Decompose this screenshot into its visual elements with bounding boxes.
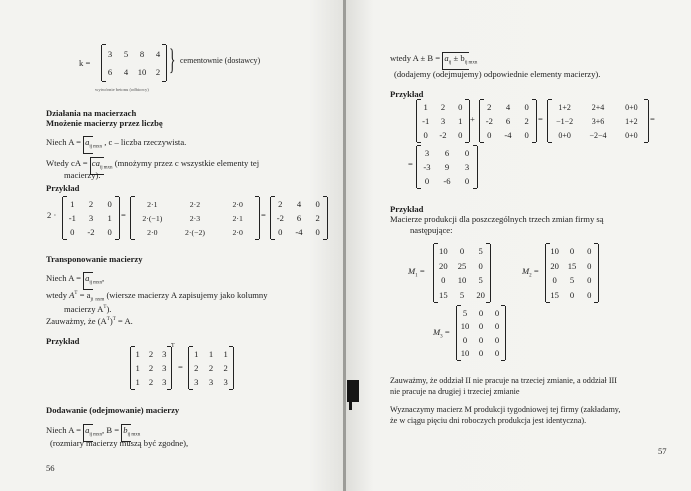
k-annotation: cementownie (dostawcy) [180,56,261,65]
matrix-cell: 2·3 [189,213,201,223]
matrix-cell: 0 [587,260,592,271]
matrix-cell: 0 [524,102,529,112]
matrix-cell: 9 [444,162,450,172]
matrix-cell: 0 [70,227,75,237]
example-label-3: Przykład [390,89,424,99]
mult-matrix-b [130,197,260,239]
matrix-cell: 3 [440,116,446,126]
production-matrix-m3 [456,306,506,360]
weekly-production-note: Wyznaczymy macierz M produkcji tygodniowej tej firmy (zakładamy, [390,405,621,414]
production-intro: Macierze produkcji dla poszczególnych trzech zmian firmy są [390,214,604,224]
equals-sign: = [408,159,413,169]
matrix-cell: 2·0 [147,227,158,237]
matrix-cell: 3+6 [591,116,605,126]
matrix-cell: 1 [135,363,140,373]
transpose-heading: Transponowanie macierzy [46,254,143,264]
matrix-cell: 0 [458,102,463,112]
matrix-cell: −1−2 [556,116,574,126]
m1-label: $M_1$ = [408,266,425,279]
matrix-cell: 6 [444,148,450,158]
matrix-cell: 5 [462,307,468,318]
matrix-cell: 6 [107,67,113,77]
matrix-cell: 0 [478,348,484,359]
matrix-cell: 1 [423,102,428,112]
matrix-cell: 5 [478,246,483,257]
matrix-cell: 8 [139,49,145,59]
transpose-matrix-a [130,347,172,389]
matrix-cell: 2 [223,363,228,373]
addition-then: wtedy $A \pm B = a_{ij} \pm b_{ijmxn}$ [390,52,477,70]
equals-sign: = [178,362,183,372]
matrix-cell: 0 [552,275,557,286]
m2-label: $M_2$ = [522,266,539,279]
mult-factor: 2 · [47,210,57,220]
matrix-cell: 3 [464,162,470,172]
matrix-cell: 0 [478,260,483,271]
matrix-cell: 0 [587,246,592,257]
matrix-cell: 3 [107,49,113,59]
scalar-then-line: Wtedy cA = $ca_{ijmxn}$ (mnożymy przez c wszystkie elementy tej [46,157,259,175]
matrix-cell: 0 [107,199,112,209]
matrix-cell: −2−4 [589,130,607,140]
matrix-cell: 10 [457,275,467,286]
matrix-cell: 0 [494,321,500,332]
matrix-cell: -1 [422,116,430,126]
matrix-cell: 15 [567,260,577,271]
matrix-cell: 1 [70,199,75,209]
matrix-cell: 0 [478,334,484,345]
matrix-cell: 0 [278,227,283,237]
matrix-cell: 3 [208,377,214,387]
matrix-cell: -4 [504,130,512,140]
addition-heading: Dodawanie (odejmowanie) macierzy [46,405,180,415]
transpose-def: Niech $A = a_{ijmxn}$, [46,272,104,290]
m3-label: $M_3$ = [433,327,450,340]
matrix-cell: 5 [478,275,483,286]
matrix-cell: 5 [569,275,575,286]
matrix-cell: -2 [439,130,447,140]
matrix-cell: 2·(−2) [185,227,205,237]
observation-note: Zauważmy, że oddział II nie pracuje na trzeciej zmianie, a oddział III [390,376,618,385]
matrix-cell: 2 [194,363,199,373]
matrix-cell: 2·2 [189,199,201,209]
equals-sign: = [121,210,126,220]
transpose-matrix-b [188,347,234,389]
matrix-cell: 0+0 [558,130,571,140]
add-matrix-b [479,100,537,142]
matrix-cell: 2 [524,116,529,126]
matrix-cell: 0 [478,307,484,318]
matrix-cell: 0 [587,289,592,300]
matrix-cell: 1 [107,213,112,223]
matrix-cell: 25 [457,260,467,271]
matrix-cell: 3 [162,377,167,387]
matrix-cell: 0 [524,130,529,140]
matrix-cell: 10 [460,321,470,332]
k-label: k = [79,58,91,68]
transpose-note: Zauważmy, że $(A^T)^T = A$. [46,315,133,326]
matrix-cell: 6 [505,116,511,126]
matrix-cell: 0 [315,199,320,209]
add-matrix-c [547,100,649,142]
page-number-left: 56 [46,463,55,473]
example-label-2: Przykład [46,336,80,346]
matrix-cell: 0 [462,334,468,345]
matrix-cell: -3 [423,162,431,172]
add-matrix-result [416,146,478,188]
matrix-cell: 0 [494,348,500,359]
scalar-then-cont: macierzy). [64,170,101,180]
transpose-desc-cont: macierzy $A^T$). [64,303,112,314]
matrix-cell: 0 [587,275,592,286]
scalar-def-line: Niech $A = a_{ijmxn}$ , c – liczba rzeczywista. [46,136,186,154]
matrix-cell: 2+4 [591,102,605,112]
matrix-cell: 0 [315,227,320,237]
matrix-cell: 0+0 [625,102,638,112]
matrix-cell: 1 [135,377,140,387]
matrix-cell: 1 [135,349,140,359]
production-matrix-m1 [433,244,491,302]
matrix-cell: 3 [162,363,167,373]
matrix-cell: 5 [459,289,465,300]
matrix-cell: 2 [278,199,283,209]
matrix-cell: 1+2 [625,116,638,126]
matrix-cell: -1 [68,213,76,223]
addition-note-right: (dodajemy (odejmujemy) odpowiednie elementy macierzy). [394,69,601,79]
matrix-cell: 4 [123,67,129,77]
k-matrix [101,45,167,81]
matrix-cell: 0 [459,246,465,257]
matrix-cell: 0 [464,176,470,186]
chapter-tab-notch [349,398,352,410]
plus-sign: + [470,114,475,124]
right-brace-icon: } [168,43,176,76]
matrix-cell: 15 [439,289,448,300]
section-heading-scalar-mult: Mnożenie macierzy przez liczbę [46,118,163,128]
matrix-cell: 0 [487,130,492,140]
matrix-cell: 2·0 [232,227,243,237]
matrix-cell: 20 [476,289,485,300]
equals-sign: = [650,114,655,124]
add-matrix-a [416,100,470,142]
matrix-cell: 0 [458,130,463,140]
left-page [0,0,344,491]
matrix-cell: 4 [505,102,511,112]
page-number-right: 57 [658,446,667,456]
matrix-cell: 2 [208,363,214,373]
matrix-cell: 0 [441,275,446,286]
matrix-cell: 2·1 [232,213,243,223]
matrix-cell: -2 [87,227,95,237]
matrix-cell: 2 [315,213,320,223]
matrix-cell: -6 [443,176,451,186]
matrix-cell: 0+0 [625,130,638,140]
matrix-cell: 1 [458,116,463,126]
weekly-production-note-cont: że w ciągu pięciu dni roboczych produkcja jest identyczna). [390,416,587,425]
matrix-cell: -2 [276,213,284,223]
section-heading-operations: Działania na macierzach [46,108,137,118]
addition-note: (rozmiary macierzy muszą być zgodne), [50,438,189,448]
matrix-cell: 2 [148,377,154,387]
observation-note-cont: nie pracuje na drugiej i trzeciej zmianie [390,387,520,396]
matrix-cell: 2 [88,199,94,209]
k-small-caption: wytwórnie betonu (odbiorcy) [95,87,149,92]
matrix-cell: 10 [460,348,470,359]
matrix-cell: 20 [439,260,448,271]
matrix-cell: 2·0 [232,199,243,209]
matrix-cell: -2 [485,116,493,126]
equals-sign: = [538,114,543,124]
matrix-cell: 2 [155,67,161,77]
transpose-superscript: T [171,343,175,349]
matrix-cell: 10 [550,246,559,257]
matrix-cell: 20 [550,260,559,271]
mult-matrix-a [62,197,120,239]
matrix-cell: 0 [569,246,575,257]
matrix-cell: 1 [223,349,228,359]
production-intro-cont: następujące: [410,225,453,235]
right-page [346,0,691,491]
equals-sign: = [261,210,266,220]
matrix-cell: 6 [296,213,302,223]
matrix-cell: 1 [208,349,214,359]
matrix-cell: 15 [550,289,559,300]
matrix-cell: 4 [155,49,161,59]
matrix-cell: 0 [569,289,575,300]
matrix-cell: 2 [440,102,446,112]
matrix-cell: 10 [439,246,448,257]
matrix-cell: 0 [423,130,428,140]
matrix-cell: 0 [107,227,112,237]
matrix-cell: 1+2 [558,102,571,112]
matrix-cell: 0 [478,321,484,332]
example-label-1: Przykład [46,183,80,193]
production-matrix-m2 [545,244,599,302]
matrix-cell: 1 [194,349,199,359]
mult-matrix-c [270,197,328,239]
matrix-cell: 3 [88,213,94,223]
transpose-then: wtedy $A^T = a_{ji}$ $_{nxm}$ (wiersze macierzy A zapisujemy jako kolumny [46,289,268,303]
matrix-cell: 2·(−1) [142,213,163,223]
matrix-cell: 2 [148,363,154,373]
matrix-cell: 3 [194,377,199,387]
matrix-cell: 3 [162,349,167,359]
matrix-cell: 3 [223,377,228,387]
matrix-cell: 2 [148,349,154,359]
matrix-cell: 10 [137,67,147,77]
matrix-cell: 2·1 [147,199,158,209]
matrix-cell: 0 [494,334,500,345]
matrix-cell: 0 [464,148,470,158]
addition-def: Niech $A = a_{ijmxn}$, $B = b_{ijmxn}$ [46,424,140,442]
matrix-cell: 2 [487,102,492,112]
matrix-cell: 4 [296,199,302,209]
matrix-cell: 0 [494,307,500,318]
matrix-cell: 5 [123,49,129,59]
example-label-4: Przykład [390,204,424,214]
matrix-cell: 0 [424,176,430,186]
matrix-cell: 3 [424,148,430,158]
matrix-cell: -4 [295,227,303,237]
